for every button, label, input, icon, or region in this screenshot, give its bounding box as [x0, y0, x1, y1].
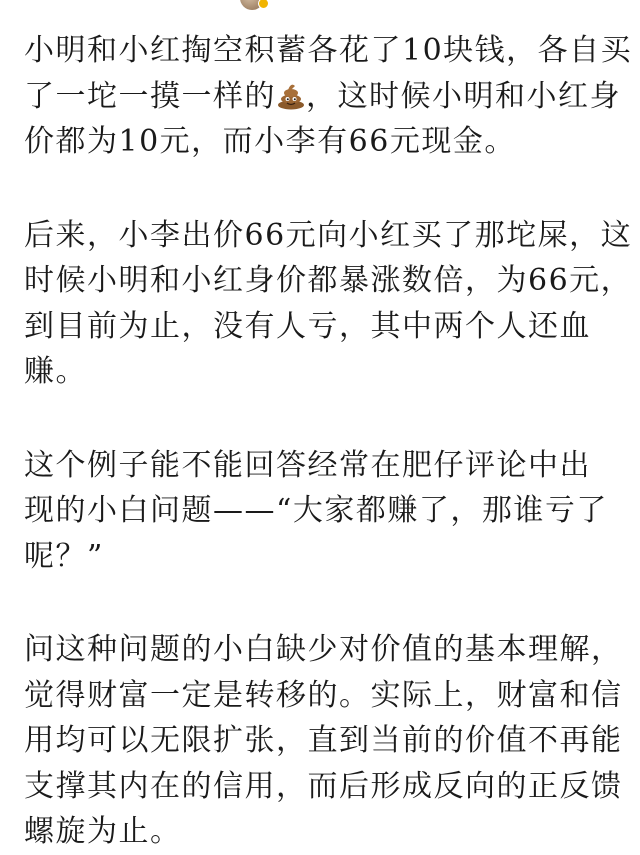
- text-line: 觉得财富一定是转移的。实际上，财富和信: [24, 677, 623, 713]
- text-line: 支撑其内在的信用，而后形成反向的正反馈: [24, 768, 623, 804]
- paragraph-gap: [24, 395, 624, 443]
- text-line: 螺旋为止。: [24, 814, 182, 849]
- text-line: 后来，小李出价66元向小红买了那坨屎，这: [24, 217, 633, 253]
- text-line: 用均可以无限扩张，直到当前的价值不再能: [24, 723, 623, 758]
- text-line: 赚。: [24, 354, 87, 389]
- text-line: 价都为10元，而小李有66元现金。: [24, 124, 516, 159]
- post-body: [24, 28, 633, 855]
- text-line: 问这种问题的小白缺少对价值的基本理解，: [24, 632, 623, 667]
- paragraph-gap: [24, 579, 624, 627]
- paragraph-gap: [24, 165, 624, 213]
- paragraph-2: [24, 213, 633, 395]
- text-line: 呢？”: [24, 538, 104, 574]
- text-line: 到目前为止，没有人亏，其中两个人还血: [24, 308, 591, 344]
- paragraph-4: [24, 627, 624, 855]
- text-line: 时候小明和小红身价都暴涨数倍，为66元，: [24, 263, 633, 298]
- poop-emoji-icon: [276, 79, 306, 114]
- header-strip: [0, 0, 640, 10]
- paragraph-1: [24, 28, 633, 165]
- text-segment: 了一坨一摸一样的: [24, 78, 276, 114]
- paragraph-3: [24, 443, 624, 580]
- text-segment: ，这时候小明和小红身: [306, 78, 621, 114]
- verified-badge-icon: [258, 0, 269, 9]
- text-line: 小明和小红掏空积蓄各花了10块钱，各自买: [24, 33, 633, 68]
- text-line: 这个例子能不能回答经常在肥仔评论中出: [24, 447, 591, 483]
- poop-emoji-svg: [276, 80, 306, 110]
- text-line: [24, 74, 624, 120]
- text-line: 现的小白问题——“大家都赚了，那谁亏了: [24, 493, 608, 528]
